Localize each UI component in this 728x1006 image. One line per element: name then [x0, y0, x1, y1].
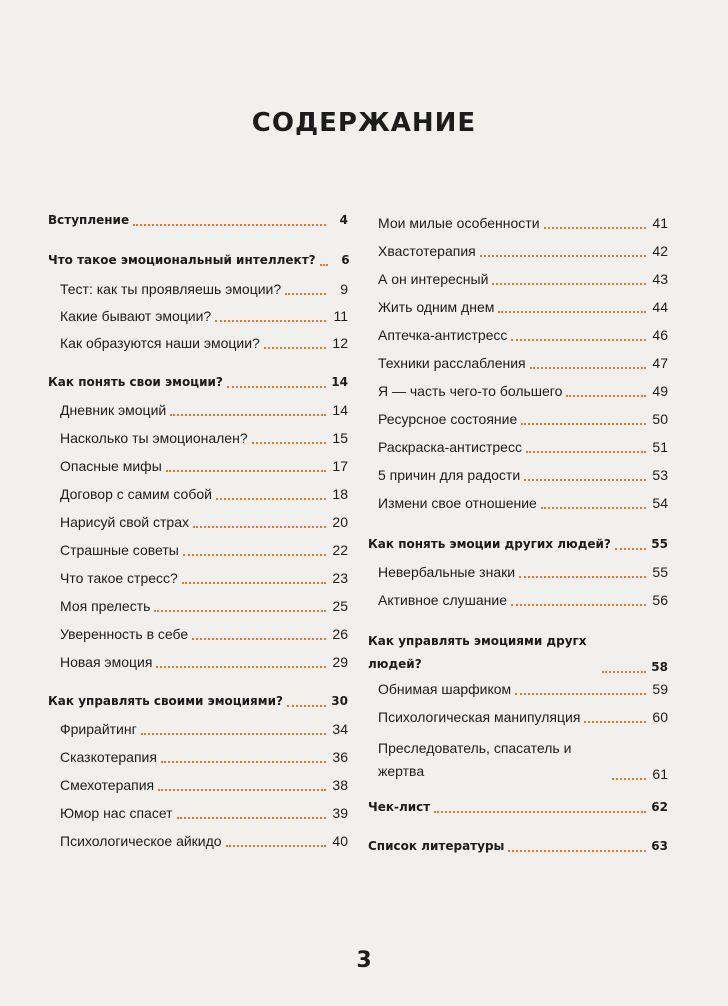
- toc-entry-label: Юмор нас спасет: [60, 805, 173, 821]
- toc-entry: [378, 709, 668, 726]
- toc-entry-label: 5 причин для радости: [378, 467, 521, 483]
- toc-entry-label: Сказкотерапия: [60, 749, 157, 765]
- toc-entry-label: Жить одним днем: [378, 299, 495, 315]
- toc-section-entry: [48, 374, 348, 391]
- toc-entry-page: 42: [652, 243, 668, 259]
- toc-entry: [60, 402, 348, 419]
- toc-entry-label: Как управлять эмоциями другх людей?: [368, 634, 587, 671]
- dot-leader: [192, 638, 326, 640]
- toc-entry-page: 14: [332, 402, 348, 418]
- toc-entry-label: Договор с самим собой: [60, 486, 212, 502]
- dot-leader: [183, 554, 326, 556]
- toc-entry-page: 6: [341, 253, 350, 267]
- toc-entry-page: 55: [651, 537, 668, 551]
- toc-entry-page: 23: [332, 570, 348, 586]
- toc-entry: [378, 592, 668, 609]
- toc-entry-page: 43: [652, 271, 668, 287]
- toc-entry-label: Психологическая манипуляция: [378, 709, 581, 725]
- toc-entry-page: 41: [652, 215, 668, 231]
- dot-leader: [287, 705, 326, 707]
- toc-entry-label: Уверенность в себе: [60, 626, 189, 642]
- toc-entry-page: 29: [332, 654, 348, 670]
- dot-leader: [177, 817, 326, 819]
- toc-entry-page: 59: [652, 681, 668, 697]
- toc-entry-page: 38: [332, 777, 348, 793]
- toc-entry-page: 20: [332, 514, 348, 530]
- dot-leader: [133, 224, 326, 226]
- toc-entry-page: 58: [651, 660, 668, 674]
- toc-entry: [378, 215, 668, 232]
- toc-section-entry: [48, 693, 348, 710]
- toc-entry-label: А он интересный: [378, 271, 489, 287]
- toc-entry-label: Как понять эмоции других людей?: [368, 537, 611, 551]
- toc-entry-page: 36: [332, 749, 348, 765]
- toc-entry: [60, 570, 348, 587]
- toc-entry-label: Опасные мифы: [60, 458, 162, 474]
- toc-entry-label: Активное слушание: [378, 592, 508, 608]
- toc-entry-page: 49: [652, 383, 668, 399]
- dot-leader: [480, 255, 646, 257]
- toc-entry: [378, 383, 668, 400]
- toc-entry-page: 63: [651, 839, 668, 853]
- toc-entry-page: 11: [333, 308, 348, 324]
- dot-leader: [434, 811, 646, 813]
- dot-leader: [515, 693, 646, 695]
- toc-entry-label: Аптечка-антистресс: [378, 327, 508, 343]
- toc-entry: [60, 308, 348, 325]
- toc-entry-label: Техники расслабления: [378, 355, 526, 371]
- dot-leader: [544, 227, 646, 229]
- dot-leader: [492, 283, 646, 285]
- toc-entry-label: Раскраска-антистресс: [378, 439, 522, 455]
- toc-entry-page: 61: [652, 766, 668, 782]
- dot-leader: [161, 761, 326, 763]
- toc-entry-label: Ресурсное состояние: [378, 411, 518, 427]
- page-number: 3: [356, 948, 372, 973]
- toc-entry-page: 50: [652, 411, 668, 427]
- toc-entry-label: Список литературы: [368, 839, 505, 853]
- dot-leader: [252, 442, 326, 444]
- toc-entry-page: 9: [340, 281, 348, 297]
- toc-entry-page: 22: [332, 542, 348, 558]
- dot-leader: [141, 733, 326, 735]
- dot-leader: [166, 470, 326, 472]
- toc-entry-label: Обнимая шарфиком: [378, 681, 512, 697]
- dot-leader: [226, 845, 326, 847]
- toc-entry-label: Смехотерапия: [60, 777, 155, 793]
- toc-entry: [60, 514, 348, 531]
- toc-entry: [60, 777, 348, 794]
- dot-leader: [182, 582, 326, 584]
- toc-entry-label: Преследователь, спасатель и жертва: [378, 740, 572, 779]
- toc-section-entry: [368, 799, 668, 816]
- dot-leader: [285, 293, 326, 295]
- toc-entry-page: 62: [651, 800, 668, 814]
- toc-entry-page: 12: [332, 335, 348, 351]
- toc-entry-label: Какие бывают эмоции?: [60, 308, 212, 324]
- dot-leader: [602, 671, 646, 673]
- dot-leader: [530, 367, 646, 369]
- toc-entry-page: 44: [652, 299, 668, 315]
- dot-leader: [154, 610, 326, 612]
- page-title: СОДЕРЖАНИЕ: [251, 108, 477, 138]
- toc-entry: [60, 430, 348, 447]
- dot-leader: [566, 395, 646, 397]
- dot-leader: [584, 721, 646, 723]
- dot-leader: [511, 339, 646, 341]
- toc-entry: [60, 281, 348, 298]
- toc-entry-page: 26: [332, 626, 348, 642]
- toc-entry: [378, 327, 668, 344]
- dot-leader: [612, 778, 646, 780]
- toc-entry-page: 34: [332, 721, 348, 737]
- toc-entry: [378, 564, 668, 581]
- dot-leader: [156, 666, 326, 668]
- toc-entry: [378, 681, 668, 698]
- toc-entry: [378, 355, 668, 372]
- toc-entry: [60, 542, 348, 559]
- toc-section-entry: [368, 536, 668, 553]
- toc-entry-label: Новая эмоция: [60, 654, 153, 670]
- toc-entry: [60, 335, 348, 352]
- toc-entry-page: 53: [652, 467, 668, 483]
- toc-entry-page: 17: [332, 458, 348, 474]
- toc-entry: [378, 411, 668, 428]
- dot-leader: [320, 264, 328, 266]
- toc-entry: [60, 721, 348, 738]
- toc-entry-page: 55: [652, 564, 668, 580]
- toc-entry: [60, 654, 348, 671]
- toc-entry-page: 60: [652, 709, 668, 725]
- dot-leader: [170, 414, 326, 416]
- toc-entry-label: Дневник эмоций: [60, 402, 167, 418]
- toc-entry-label: Страшные советы: [60, 542, 179, 558]
- toc-entry-page: 47: [652, 355, 668, 371]
- toc-entry: [378, 439, 668, 456]
- toc-entry-label: Психологическое айкидо: [60, 833, 222, 849]
- toc-entry-label: Фрирайтинг: [60, 721, 137, 737]
- toc-entry-page: 56: [652, 592, 668, 608]
- toc-entry: [60, 833, 348, 850]
- toc-entry-page: 18: [332, 486, 348, 502]
- toc-section-entry: [368, 630, 668, 676]
- toc-entry-label: Что такое эмоциональный интеллект?: [48, 253, 316, 267]
- toc-entry-label: Насколько ты эмоционален?: [60, 430, 248, 446]
- dot-leader: [615, 548, 646, 550]
- toc-entry: [378, 495, 668, 512]
- dot-leader: [526, 451, 646, 453]
- dot-leader: [524, 479, 646, 481]
- toc-entry-label: Нарисуй свой страх: [60, 514, 189, 530]
- toc-entry-page: 30: [331, 694, 348, 708]
- dot-leader: [215, 320, 326, 322]
- toc-entry: [60, 626, 348, 643]
- dot-leader: [519, 576, 646, 578]
- toc-entry-page: 40: [332, 833, 348, 849]
- dot-leader: [227, 386, 326, 388]
- toc-entry-page: 51: [652, 439, 668, 455]
- dot-leader: [521, 423, 646, 425]
- dot-leader: [508, 850, 646, 852]
- dot-leader: [541, 507, 646, 509]
- dot-leader: [216, 498, 326, 500]
- toc-entry: [378, 271, 668, 288]
- dot-leader: [498, 311, 646, 313]
- toc-entry-label: Моя прелесть: [60, 598, 151, 614]
- dot-leader: [193, 526, 326, 528]
- toc-entry: [60, 458, 348, 475]
- toc-entry-label: Что такое стресс?: [60, 570, 178, 586]
- toc-entry-label: Тест: как ты проявляешь эмоции?: [60, 281, 282, 297]
- dot-leader: [264, 347, 326, 349]
- toc-entry-label: Чек-лист: [368, 800, 431, 814]
- toc-entry-label: Как понять свои эмоции?: [48, 375, 223, 389]
- toc-entry-label: Хвастотерапия: [378, 243, 476, 259]
- toc-entry-page: 54: [652, 495, 668, 511]
- toc-section-entry: [48, 212, 348, 229]
- toc-entry: [378, 299, 668, 316]
- toc-entry-label: Как управлять своими эмоциями?: [48, 694, 283, 708]
- toc-entry-page: 4: [339, 213, 348, 227]
- toc-entry: [378, 467, 668, 484]
- toc-entry: [60, 805, 348, 822]
- toc-section-entry: [48, 252, 348, 269]
- toc-entry: [378, 243, 668, 260]
- toc-entry-page: 39: [332, 805, 348, 821]
- toc-entry: [60, 486, 348, 503]
- toc-entry-label: Мои милые особенности: [378, 215, 540, 231]
- toc-entry-page: 14: [331, 375, 348, 389]
- dot-leader: [511, 604, 646, 606]
- dot-leader: [158, 789, 326, 791]
- toc-entry-label: Я — часть чего-то большего: [378, 383, 563, 399]
- toc-entry-label: Измени свое отношение: [378, 495, 537, 511]
- toc-entry-label: Вступление: [48, 213, 130, 227]
- toc-entry: [60, 749, 348, 766]
- toc-entry: [378, 737, 668, 783]
- toc-entry-page: 15: [332, 430, 348, 446]
- toc-entry-page: 25: [332, 598, 348, 614]
- toc-section-entry: [368, 838, 668, 855]
- toc-entry-page: 46: [652, 327, 668, 343]
- toc-entry-label: Как образуются наши эмоции?: [60, 335, 260, 351]
- toc-entry-label: Невербальные знаки: [378, 564, 516, 580]
- toc-entry: [60, 598, 348, 615]
